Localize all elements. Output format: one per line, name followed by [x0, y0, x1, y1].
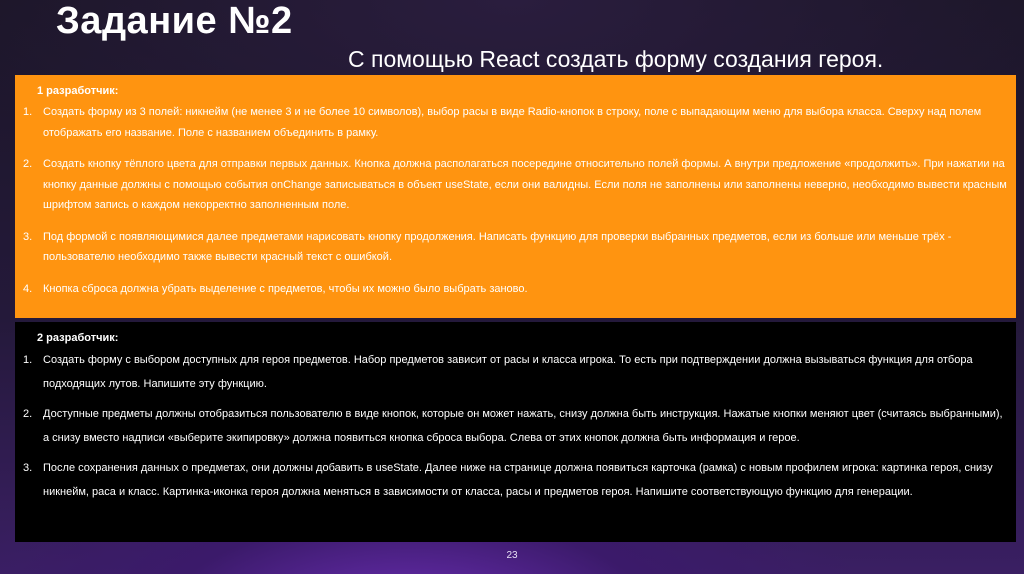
task-text: Создать кнопку тёплого цвета для отправки первых данных. Кнопка должна располагаться посередине относительно полей формы. А внутри предложение «продолжить». При нажатии на кнопку данные должны с помощью события onChange записываться в объект useState, если они валидны. Если поля не заполнены или заполнены неверно, необходимо вывести красным шрифтом запись о каждом некорректно заполненным поле.	[43, 158, 1007, 211]
task-number: 3.	[23, 230, 33, 243]
task-text: Под формой с появляющимися далее предметами нарисовать кнопку продолжения. Написать функцию для проверки выбранных предметов, если из больше или меньше трёх - пользователю необходимо также вывести красный текст с ошибкой.	[43, 230, 952, 263]
task-number: 1.	[23, 354, 33, 366]
developer-2-heading: 2 разработчик:	[37, 332, 119, 344]
task-text: Доступные предметы должны отобразиться пользователю в виде кнопок, которые он может нажать, снизу должна быть инструкция. Нажатые кнопки меняют цвет (считаясь выбранными), а снизу вместо надписи «выберите экипировку» должна появиться кнопка сброса выбора. Слева от этих кнопок должна быть информация и герое.	[43, 408, 1003, 444]
developer-1-heading: 1 разработчик:	[37, 85, 119, 97]
task-number: 4.	[23, 282, 33, 295]
task-text: Создать форму из 3 полей: никнейм (не менее 3 и не более 10 символов), выбор расы в виде Radio-кнопок в строку, поле с выпадающим меню для выбора класса. Сверху над полем отображать его название. Поле с названием объединить в рамку.	[43, 106, 982, 139]
task-number: 2.	[23, 158, 33, 170]
task-item	[23, 279, 1010, 300]
task-item	[23, 154, 1010, 216]
developer-1-task-list	[23, 102, 1010, 299]
task-item	[23, 227, 1010, 268]
developer-2-panel	[15, 322, 1016, 542]
slide-title: Задание №2	[56, 0, 293, 42]
task-number: 1.	[23, 106, 33, 118]
task-item	[23, 349, 1010, 396]
task-text: Создать форму с выбором доступных для героя предметов. Набор предметов зависит от расы и класса игрока. То есть при подтверждении должна вызываться функция для отбора подходящих лутов. Напишите эту функцию.	[43, 354, 973, 390]
task-item	[23, 403, 1010, 450]
developer-1-panel	[15, 75, 1016, 318]
page-number: 23	[506, 550, 518, 561]
task-number: 2.	[23, 408, 33, 420]
developer-2-task-list	[23, 349, 1010, 504]
task-text: После сохранения данных о предметах, они должны добавить в useState. Далее ниже на странице должна появиться карточка (рамка) с новым профилем игрока: картинка героя, снизу никнейм, раса и класс. Картинка-иконка героя должна меняться в зависимости от класса, расы и предметов героя. Напишите соответствующую функцию для генерации.	[43, 462, 993, 498]
task-item	[23, 457, 1010, 504]
task-number: 3.	[23, 462, 33, 474]
task-text: Кнопка сброса должна убрать выделение с предметов, чтобы их можно было выбрать заново.	[43, 282, 528, 295]
task-item	[23, 102, 1010, 143]
slide-subtitle: С помощью React создать форму создания героя.	[348, 46, 884, 72]
